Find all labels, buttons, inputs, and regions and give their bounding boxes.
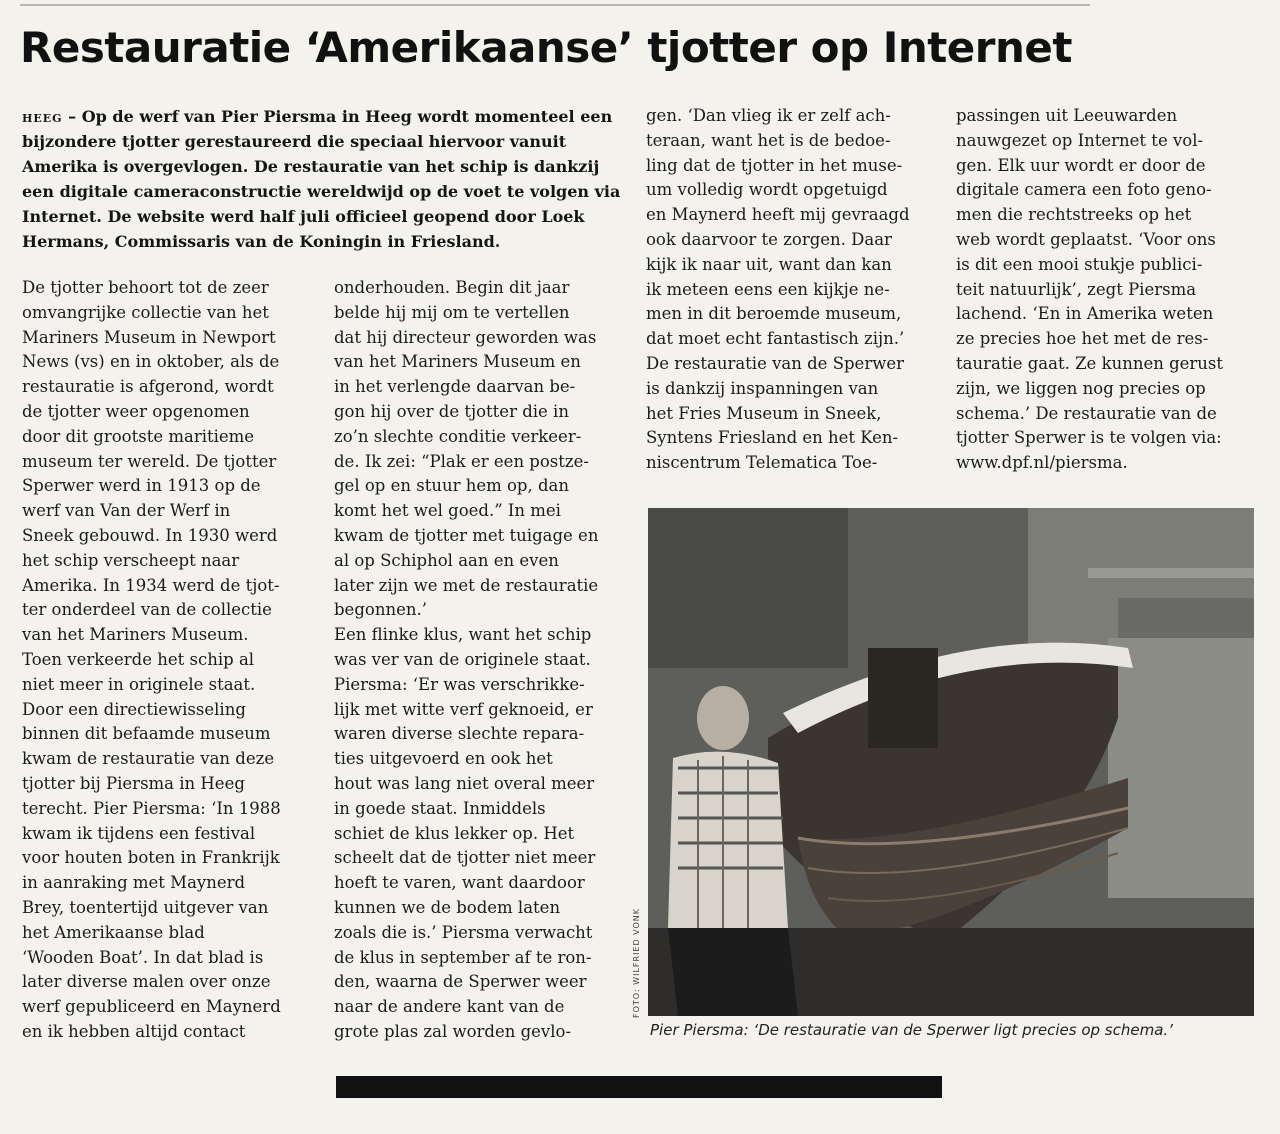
article-line: ling dat de tjotter in het muse- [646, 155, 903, 175]
article-line: het Amerikaanse blad [22, 922, 205, 942]
article-line: zo’n slechte conditie verkeer- [334, 426, 582, 446]
article-line: ties uitgevoerd en ook het [334, 749, 553, 769]
article-line: is dit een mooi stukje publici- [956, 254, 1203, 274]
article-line: binnen dit befaamde museum [22, 724, 271, 744]
article-line: museum ter wereld. De tjotter [22, 451, 277, 471]
article-line: is dankzij inspanningen van [646, 378, 879, 398]
article-line: teraan, want het is de bedoe- [646, 130, 891, 150]
article-line: omvangrijke collectie van het [22, 302, 269, 322]
article-line: News (vs) en in oktober, als de [22, 352, 280, 372]
article-column-4 [956, 104, 1256, 476]
article-line: De restauratie van de Sperwer [646, 353, 904, 373]
article-line: later zijn we met de restauratie [334, 575, 599, 595]
article-line: zoals die is.’ Piersma verwacht [334, 922, 593, 942]
article-line: schema.’ De restauratie van de [956, 403, 1217, 423]
lead-paragraph [22, 104, 622, 254]
article-line: schiet de klus lekker op. Het [334, 823, 575, 843]
article-line: gen. Elk uur wordt er door de [956, 155, 1206, 175]
article-line: scheelt dat de tjotter niet meer [334, 848, 596, 868]
article-line: de klus in september af te ron- [334, 947, 592, 967]
article-line: ‘Wooden Boat’. In dat blad is [22, 947, 264, 967]
article-line: Mariners Museum in Newport [22, 327, 276, 347]
article-line: in het verlengde daarvan be- [334, 377, 576, 397]
dateline-place: heeg [22, 107, 63, 126]
article-line: Sperwer werd in 1913 op de [22, 476, 261, 496]
article-line: naar de andere kant van de [334, 997, 565, 1017]
article-line: den, waarna de Sperwer weer [334, 972, 587, 992]
article-line: gen. ‘Dan vlieg ik er zelf ach- [646, 106, 891, 125]
photo-caption: Pier Piersma: ‘De restauratie van de Sperwer ligt precies op schema.’ [650, 1021, 1173, 1039]
article-line: hoeft te varen, want daardoor [334, 873, 585, 893]
article-line: voor houten boten in Frankrijk [22, 848, 280, 868]
article-line: De tjotter behoort tot de zeer [22, 278, 269, 297]
article-line: Sneek gebouwd. In 1930 werd [22, 525, 278, 545]
article-line: hout was lang niet overal meer [334, 773, 595, 793]
photo-credit: FOTO: WILFRIED VONK [632, 907, 641, 1018]
article-line: in goede staat. Inmiddels [334, 798, 546, 818]
article-line: men die rechtstreeks op het [956, 205, 1192, 225]
article-line: tjotter Sperwer is te volgen via: [956, 428, 1222, 448]
article-line: kwam ik tijdens een festival [22, 823, 256, 843]
article-line: en ik hebben altijd contact [22, 1021, 246, 1041]
article-line: lijk met witte verf geknoeid, er [334, 699, 593, 719]
article-line: kunnen we de bodem laten [334, 897, 561, 917]
article-line: was ver van de originele staat. [334, 649, 591, 669]
article-line: kwam de tjotter met tuigage en [334, 525, 599, 545]
article-line: gon hij over de tjotter die in [334, 401, 569, 421]
article-line: door dit grootste maritieme [22, 426, 255, 446]
lead-text: – Op de werf van Pier Piersma in Heeg wordt momenteel een bijzondere tjotter gerestaureerd die speciaal hiervoor vanuit Amerika is overgevlogen. De restauratie van het schip is dankzij een digitale cameraconstructie wereldwijd op de voet te volgen via Internet. De website werd half juli officieel geopend door Loek Hermans, Commissaris van de Koningin in Friesland. [22, 107, 621, 251]
article-line: ze precies hoe het met de res- [956, 329, 1209, 349]
article-line: Syntens Friesland en het Ken- [646, 428, 899, 448]
article-line: terecht. Pier Piersma: ‘In 1988 [22, 798, 281, 818]
article-line: onderhouden. Begin dit jaar [334, 278, 570, 297]
article-line: werf gepubliceerd en Maynerd [22, 997, 281, 1017]
article-line: kwam de restauratie van deze [22, 749, 275, 769]
article-line: van het Mariners Museum en [334, 352, 581, 372]
article-line: nauwgezet op Internet te vol- [956, 130, 1204, 150]
article-column-1 [22, 276, 322, 1045]
article-line: waren diverse slechte repara- [334, 724, 585, 744]
article-line: zijn, we liggen nog precies op [956, 378, 1206, 398]
article-line: later diverse malen over onze [22, 972, 271, 992]
article-column-3 [646, 104, 946, 476]
article-line: en Maynerd heeft mij gevraagd [646, 205, 910, 225]
article-line: digitale camera een foto geno- [956, 180, 1212, 200]
article-line: kijk ik naar uit, want dan kan [646, 254, 892, 274]
article-line: belde hij mij om te vertellen [334, 302, 570, 322]
article-line: ook daarvoor te zorgen. Daar [646, 229, 892, 249]
article-line: ter onderdeel van de collectie [22, 600, 272, 620]
bottom-black-bar [336, 1076, 942, 1098]
article-line: het schip verscheept naar [22, 550, 240, 570]
article-line: restauratie is afgerond, wordt [22, 377, 274, 397]
article-line: komt het wel goed.” In mei [334, 501, 561, 521]
article-line: passingen uit Leeuwarden [956, 106, 1178, 125]
article-line: het Fries Museum in Sneek, [646, 403, 882, 423]
article-line: de. Ik zei: “Plak er een postze- [334, 451, 589, 471]
article-line: tauratie gaat. Ze kunnen gerust [956, 353, 1224, 373]
article-line: dat moet echt fantastisch zijn.’ [646, 329, 905, 349]
article-line: al op Schiphol aan en even [334, 550, 559, 570]
article-column-2 [334, 276, 634, 1045]
article-line: werf van Van der Werf in [22, 501, 231, 521]
article-line: Piersma: ‘Er was verschrikke- [334, 674, 585, 694]
article-line: grote plas zal worden gevlo- [334, 1021, 572, 1041]
article-line: de tjotter weer opgenomen [22, 401, 250, 421]
article-line: gel op en stuur hem op, dan [334, 476, 570, 496]
article-line: Amerika. In 1934 werd de tjot- [22, 575, 280, 595]
boat-restoration-photo [648, 508, 1254, 1016]
article-line: Toen verkeerde het schip al [22, 649, 255, 669]
headline: Restauratie ‘Amerikaanse’ tjotter op Internet [20, 23, 1072, 72]
top-rule [20, 4, 1090, 6]
article-line: Door een directiewisseling [22, 699, 246, 719]
article-line: www.dpf.nl/piersma. [956, 453, 1128, 473]
article-line: niet meer in originele staat. [22, 674, 256, 694]
article-line: Een flinke klus, want het schip [334, 625, 592, 645]
article-line: begonnen.’ [334, 600, 427, 620]
article-line: in aanraking met Maynerd [22, 873, 246, 893]
article-line: tjotter bij Piersma in Heeg [22, 773, 245, 793]
article-line: Brey, toentertijd uitgever van [22, 897, 269, 917]
article-line: um volledig wordt opgetuigd [646, 180, 888, 200]
article-line: men in dit beroemde museum, [646, 304, 902, 324]
article-line: van het Mariners Museum. [22, 625, 249, 645]
article-line: web wordt geplaatst. ‘Voor ons [956, 229, 1216, 249]
article-line: niscentrum Telematica Toe- [646, 453, 878, 473]
article-line: dat hij directeur geworden was [334, 327, 597, 347]
article-line: ik meteen eens een kijkje ne- [646, 279, 890, 299]
article-line: teit natuurlijk’, zegt Piersma [956, 279, 1197, 299]
article-line: lachend. ‘En in Amerika weten [956, 304, 1214, 324]
